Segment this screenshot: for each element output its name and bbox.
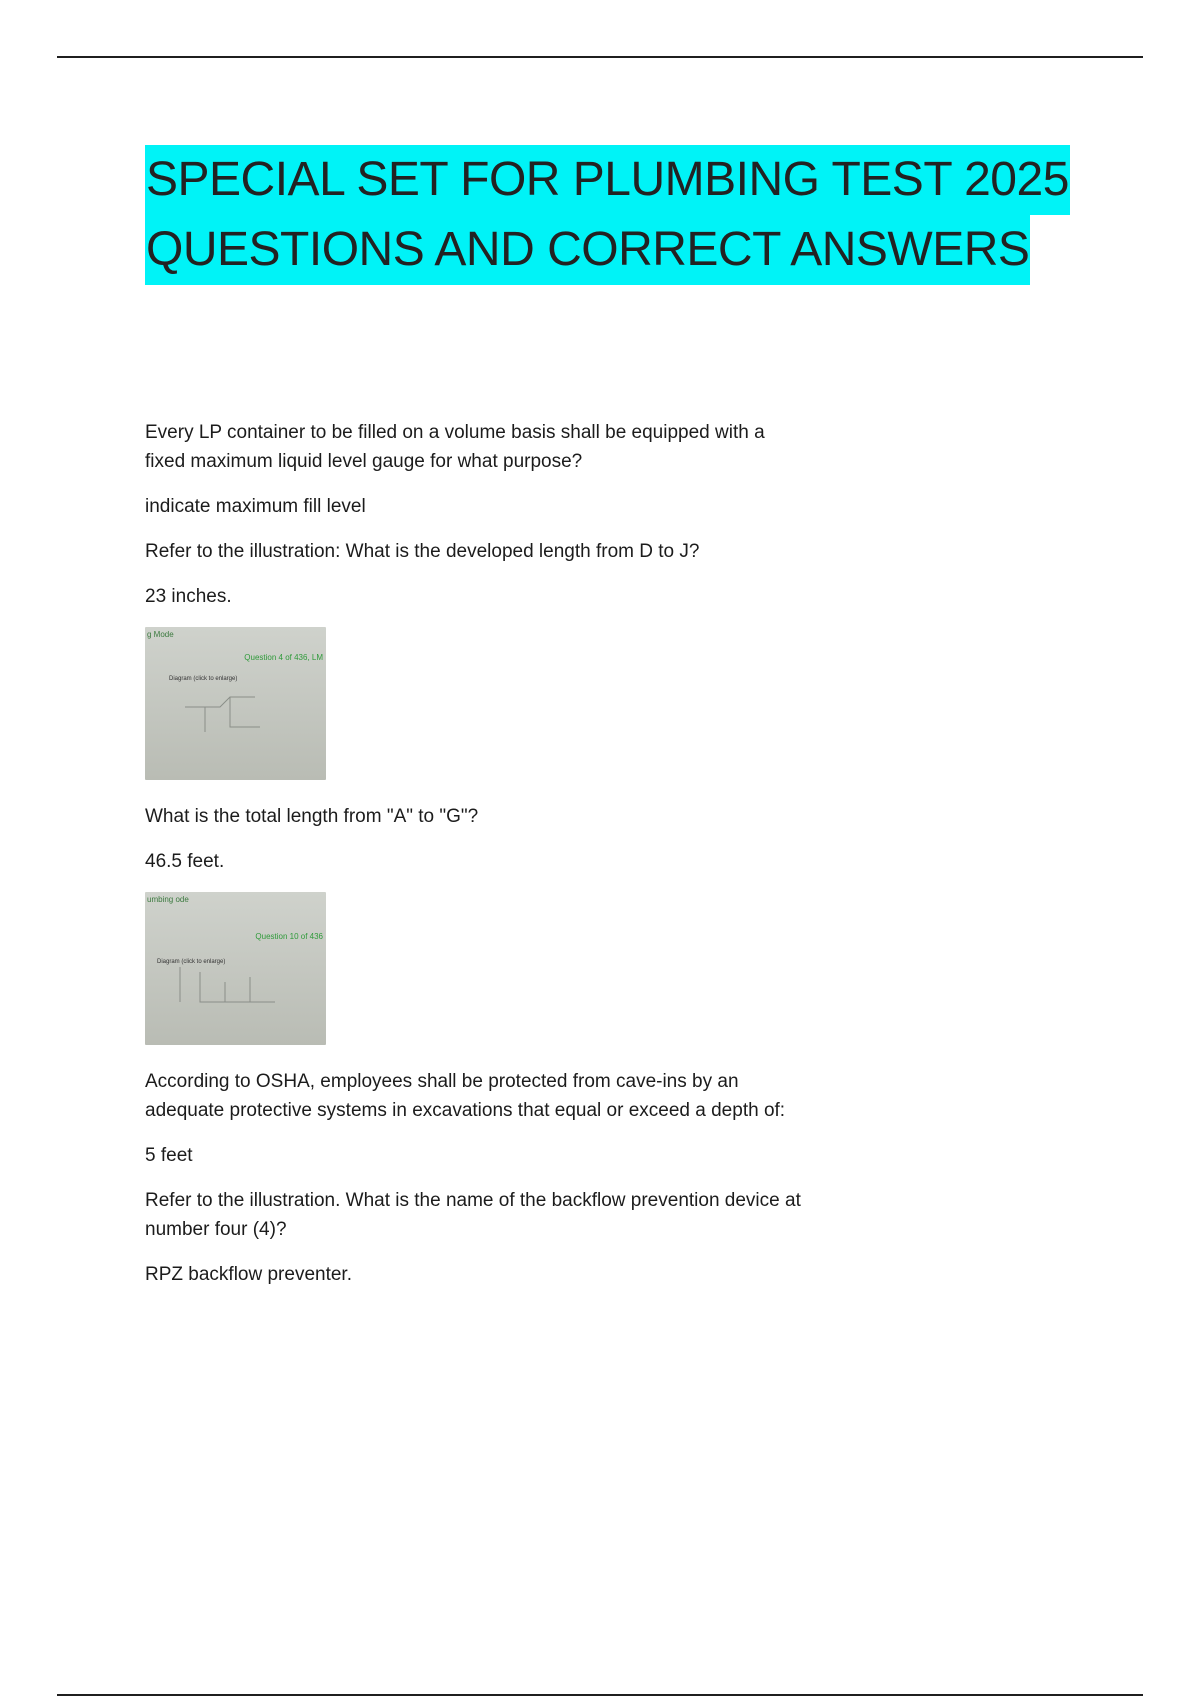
photo-question-counter: Question 4 of 436, LM xyxy=(244,653,323,662)
photo-label: g Mode xyxy=(147,630,174,639)
question-text: According to OSHA, employees shall be protected from cave-ins by an adequate protective systems in excavations that equal or exceed a depth of: xyxy=(145,1071,786,1121)
photo-label: umbing ode xyxy=(147,895,189,904)
question-text: Refer to the illustration. What is the name of the backflow prevention device at number four (4)? xyxy=(145,1190,801,1240)
answer-text: 23 inches. xyxy=(145,586,232,607)
photo-question-counter: Question 10 of 436 xyxy=(255,932,323,941)
photo-diagram-label: Diagram (click to enlarge) xyxy=(169,676,238,682)
qa-content xyxy=(145,418,805,1305)
answer-text: 5 feet xyxy=(145,1145,193,1166)
diagram-sketch xyxy=(165,962,315,1045)
header-rule xyxy=(57,56,1143,58)
diagram-photo-2 xyxy=(145,892,326,1045)
photo-diagram-label: Diagram (click to enlarge) xyxy=(157,959,226,965)
diagram-photo-1 xyxy=(145,627,326,780)
answer-text: RPZ backflow preventer. xyxy=(145,1264,352,1285)
document-title xyxy=(145,145,1070,285)
answer-text: indicate maximum fill level xyxy=(145,496,366,517)
document-title-line-2: QUESTIONS AND CORRECT ANSWERS xyxy=(145,215,1030,285)
footer-rule xyxy=(57,1694,1143,1696)
document-title-line-1: SPECIAL SET FOR PLUMBING TEST 2025 xyxy=(145,145,1070,215)
question-text: Every LP container to be filled on a volume basis shall be equipped with a fixed maximum liquid level gauge for what purpose? xyxy=(145,422,765,472)
question-text: What is the total length from "A" to "G"? xyxy=(145,806,479,827)
question-text: Refer to the illustration: What is the developed length from D to J? xyxy=(145,541,700,562)
answer-text: 46.5 feet. xyxy=(145,851,225,872)
diagram-sketch xyxy=(165,672,305,762)
